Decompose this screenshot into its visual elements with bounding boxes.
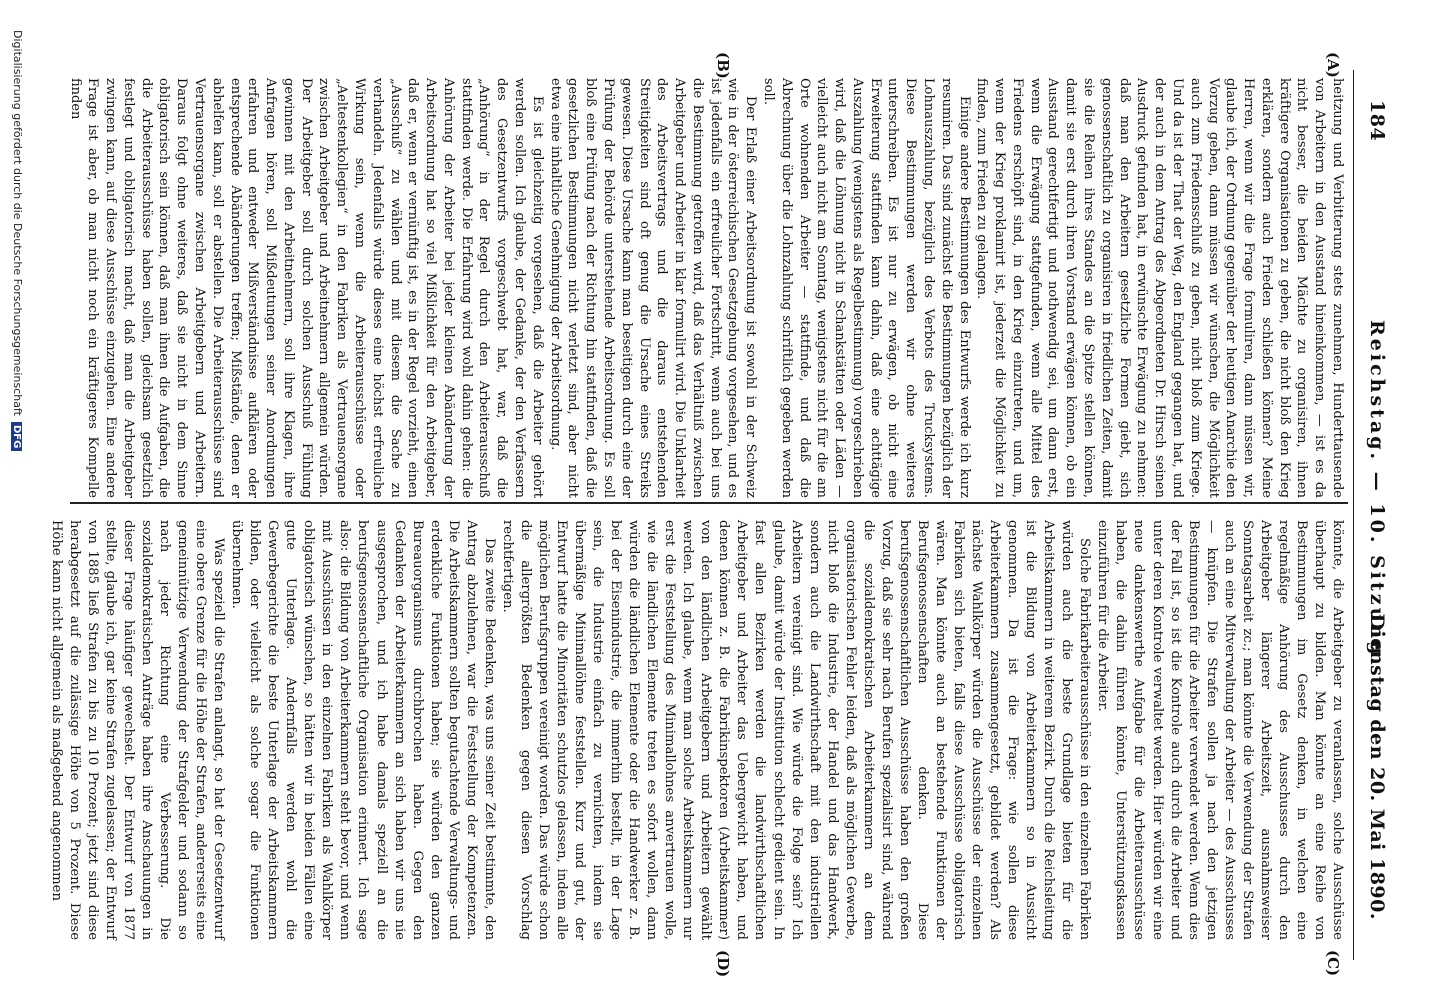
digitization-credit — [11, 30, 24, 451]
header-rule — [1353, 70, 1354, 960]
paragraph: Das zweite Bedenken, was uns seiner Zeit bestimmte, den Antrag abzulehnen, war die Feststellung der Kompetenzen. Die Arbeitskammern sollten begutachtende Verwaltungs- und erdenkliche Funktionen haben; sie würden den ganzen Bureauorganismus durchbrochen haben. Gegen den Gedanken der Arbeiterkammern an sich haben wir uns nie ausgesprochen, und ich habe damals speziell an die berufsgenossenschaftliche Organisation erinnert. Ich sage also: die Bildung von Arbeiterkammern steht bevor, und wenn mit Ausschüssen in den einzelnen Fabriken als Wahlkörper obligatorisch wünschen, so hätten wir in beiden Fällen eine gute Unterlage. Andernfalls werden wohl die Gewerbegerichte die beste Unterlage der Arbeitskammern bilden, oder vielleicht als solche sogar die Funktionen übernehmen. — [229, 520, 497, 940]
page-date: Dienstag den 20. Mai 1890. — [1366, 613, 1388, 920]
paragraph: Es ist gleichzeitig vorgesehen, daß die Arbeiter gehört werden sollen. Ich glaube, der Gedanke, der den Verfassern des Gesetzentwurfs vorgeschwebt hat, war, daß die „Anhörung“ in der Regel durch den Arbeiterausschuß stattfinden werde. Die Erfahrung wird wohl dahin gehen: die Anhörung der Arbeiter bei jeder kleinen Abänderung der Arbeitsordnung hat so viel Mißlichkeit für den Arbeitgeber, daß er, wenn er vernünftig ist, es in der Regel vorzieht, einen „Ausschuß“ zu wählen und mit diesem die Sache zu verhandeln. Jedenfalls würde dieses eine höchst erfreuliche Wirkung sein, wenn die Arbeiterausschüsse oder „Aeltestenkollegien“ in den Fabriken als Vertrauensorgane zwischen Arbeitgeber und Arbeitnehmern allgemein würden. Der Arbeitgeber soll durch solchen Ausschuß Fühlung gewinnen mit den Arbeitnehmern, soll ihre Klagen, ihre Anfragen hören, soll Mißdeutungen seiner Anordnungen erfahren und entweder Mißverständnisse aufklären oder entsprechende Abänderungen treffen; Mißstände, denen er abhelfen kann, soll er abstellen. Die Arbeiterausschüsse sind Vertrauensorgane zwischen Arbeitgebern und Arbeitern. Daraus folgt ohne weiteres, daß sie nicht in dem Sinne obligatorisch sein können, daß man ihnen die Aufgaben, die die Arbeiterausschüsse haben sollen, gleichsam gesetzlich festlegt und obligatorisch macht, daß man die Arbeitgeber zwingen kann, auf diese Ausschüsse einzugehen. Eine andere Frage ist aber, ob man nicht noch ein kräftigeres Kompelle finden — [67, 78, 545, 498]
paragraph: Einige andere Bestimmungen des Entwurfs werde ich kurz resumiren. Das sind zunächst die Bestimmungen bezüglich der Lohnauszahlung, bezüglich des Verbots des Trucksystems. Diese Bestimmungen werden wir ohne weiteres unterschreiben. Es ist nur zu erwägen, ob nicht eine Erweiterung stattfinden kann dahin, daß eine achttägige Auszahlung (wenigstens als Regelbestimmung) vorgeschrieben wird, daß die Löhnung nicht in Schankstätten oder Läden — vielleicht auch nicht am Sonntag, wenigstens nicht für die am Orte wohnenden Arbeiter — stattfinde, und daß die Abrechnung über die Lohnzahlung schriftlich gegeben werden soll. — [761, 78, 972, 498]
paragraph: heitzung und Verbitterung stets zunehmen, Hunderttausende von Arbeitern in den Ausstand hineinkommen, — ist es da nicht besser, die beiden Mächte zu organisiren, ihnen kräftigere Organisationen zu geben, die nicht bloß den Krieg erklären, sondern auch Frieden schließen können? Meine Herren, wenn wir die Frage formuliren, dann müssen wir, glaube ich, der Ordnung gegenüber der heutigen Anarchie den Vorzug geben, dann müssen wir wünschen, die Möglichkeit auch zum Friedensschluß zu geben, nicht bloß zum Kriege. Und da ist der That der Weg, den England gegangen hat, und der auch in dem Antrag des Abgeordneten Dr. Hirsch seinen Ausdruck gefunden hat, in erwünschte Erwägung zu nehmen: daß man den Arbeitern gesetzliche Formen giebt, sich genossenschaftlich zu organisiren in friedlichen Zeiten, damit sie die Reihen ihres Standes an die Spitze stellen können, damit sie erst durch ihren Vorstand erwägen können, ob ein Ausstand gerechtfertigt und nothwendig sei, um dann erst, wenn die Erwägung stattgefunden, wenn alle Mittel des Friedens erschöpft sind, in den Krieg einzutreten, und um, wenn der Krieg proklamirt ist, jederzeit die Möglichkeit zu finden, zum Frieden zu gelangen. — [974, 78, 1345, 498]
dfg-logo: DFG — [11, 422, 22, 451]
paragraph: könnte, die Arbeitgeber zu veranlassen, solche Ausschüsse überhaupt zu bilden. Man könnte an eine Reihe von Bestimmungen im Gesetz denken, in welchen eine regelmäßige Anhörung des Ausschusses durch den Arbeitgeber längerer Arbeitszeit, ausnahmsweiser Sonntagsarbeit zc.; man könnte die Verwendung der Strafen auch an eine Mitverwaltung der Arbeiter — des Ausschusses — knüpfen. Die Strafen sollen ja nach den jetzigen Bestimmungen für die Arbeiter verwendet werden. Wenn dies der Fall ist, so ist die Kontrole auch durch die Arbeiter und unter deren Kontrole verwaltet werden. Hier würden wir eine neue dankenswerthe Aufgabe für die Arbeiterausschüsse haben, die dahin führen könnte, Unterstützungskassen einzuführen für die Arbeiter. — [1095, 520, 1345, 940]
paragraph: Was speziell die Strafen anlangt, so hat der Gesetzentwurf eine obere Grenze für die Höhe der Strafen, andererseits eine gemeinnützige Verwendung der Strafgelder und sodann so nach jeder Richtung eine Verbesserung. Die sozialdemokratischen Anträge haben ihre Anschauungen in dieser Frage häufiger gewechselt. Der Entwurf von 1877 stellte, glaube ich, gar keine Strafen zugelassen; der Entwurf von 1885 ließ Strafen zu bis zu 10 Prozent; jetzt sind diese herabgesetzt auf die zulässige Höhe von 5 Prozent. Diese Höhe kann nicht allgemein als maßgebend angenommen — [48, 520, 227, 940]
paragraph: Der Erlaß einer Arbeitsordnung ist sowohl in der Schweiz wie in der österreichischen Gesetzgebung vorgesehen, und es ist jedenfalls ein erfreulicher Fortschritt, wenn auch bei uns die Bestimmung getroffen wird, daß das Verhältniß zwischen Arbeitgeber und Arbeiter in klar formulirt wird. Die Unklarheit des Arbeitsvertrags und die daraus entstehenden Streitigkeiten sind oft genug die Ursache eines Streiks gewesen. Diese Ursache kann man beseitigen durch eine der Prüfung der Behörde unterstehende Arbeitsordnung. Es soll bloß eine Prüfung nach der Richtung hin stattfinden, daß die gesetzlichen Bestimmungen nicht verletzt sind, aber nicht etwa eine inhaltliche Genehmigung der Arbeitsordnung. — [547, 78, 759, 498]
margin-marker-a: (A) — [1324, 52, 1342, 78]
paragraph: Solche Fabrikarbeiterausschüsse in den einzelnen Fabriken würden auch die beste Grundlage bieten für die Arbeitskammern in weiterem Bezirk. Durch die Reichsleitung ist die Bildung von Arbeiterkammern so in Aussicht genommen. Da ist die Frage: wie sollen diese Arbeiterkammern zusammengesetzt, gebildet werden? Als nächste Wahlkörper würden die Ausschüsse der einzelnen Fabriken sich bieten, falls diese Ausschüsse obligatorisch wären. Man könnte auch an bestehende Funktionen der Berufsgenossenschaften denken. Diese berufsgenossenschaftlichen Ausschüsse haben den großen Vorzug, daß sie sehr nach Berufen spezialisirt sind, während die sozialdemokratischen Arbeiterkammern an dem organisatorischen Fehler leiden, daß als möglichen Gewerbe, nicht bloß die Industrie, der Handel und das Handwerk, sondern auch die Landwirthschaft mit den industriellen Arbeitern vereinigt sind. Wie würde die Folge sein? Ich glaube, damit würde der Institution schlecht gedient sein. In fast allen Bezirken werden die landwirthschaftlichen Arbeitgeber und Arbeiter das Uebergewicht haben, und denen können z. B. die Fabrikinspektoren (Arbeitskammer) von den ländlichen Arbeitgebern und Arbeitern gewählt werden. Ich glaube, wenn man solche Arbeitskammern nur erst die Feststellung des Minimallohnes anvertrauen wolle, wie die ländlichen Elemente treten es sofort wollen, dann würden die ländlichen Elemente oder die Handwerker z. B. bei der Eisenindustrie, die immerhin bestellt, in der Lage sein, die Industrie einfach zu vernichten, indem sie übermäßige Minimallöhne feststellen. Kurz und gut, der Entwurf hatte die Minoritäten schutzlos gelassen, indem alle möglichen Berufsgruppen vereinigt worden. Das würde schon die allergrößten Bedenken gegen diesen Vorschlag rechtfertigen. — [499, 520, 1093, 940]
page-header — [1352, 60, 1392, 960]
margin-marker-b: (B) — [714, 52, 732, 79]
right-column — [47, 520, 1346, 940]
margin-marker-c: (C) — [1324, 950, 1342, 977]
left-column — [66, 78, 1346, 498]
page-title: Reichstag. — 10. Sitzung. — [1366, 320, 1388, 668]
page-number: 184 — [1366, 100, 1388, 142]
credit-text: Digitalisierung gefördert durch die Deutsche Forschungsgemeinschaft — [11, 30, 24, 416]
margin-marker-d: (D) — [714, 950, 732, 978]
column-divider — [70, 502, 1348, 504]
